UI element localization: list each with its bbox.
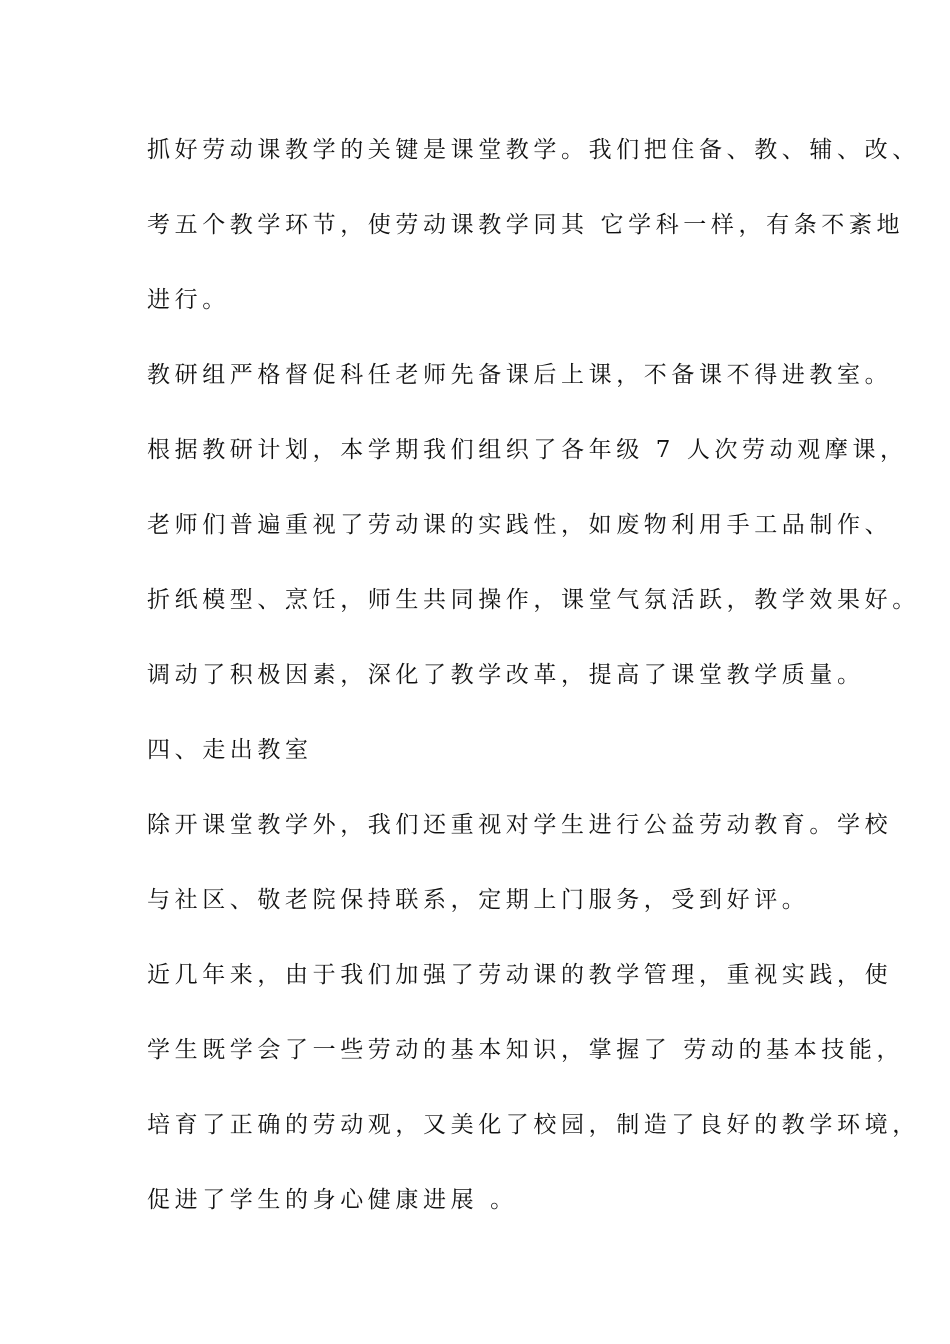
text-line-8: 调动了积极因素，深化了教学改革，提高了课堂教学质量。 xyxy=(147,662,865,688)
text-line-10: 除开课堂教学外，我们还重视对学生进行公益劳动教育。学校 xyxy=(147,812,893,838)
text-line-2: 考五个教学环节，使劳动课教学同其 它学科一样，有条不紊地 xyxy=(147,212,905,238)
text-line-5: 根据教研计划，本学期我们组织了各年级 7 人次劳动观摩课， xyxy=(147,437,908,463)
text-line-12: 近几年来，由于我们加强了劳动课的教学管理，重视实践，使 xyxy=(147,962,893,988)
section-heading: 四、走出教室 xyxy=(147,737,313,763)
text-line-3: 进行。 xyxy=(147,287,230,313)
text-line-4: 教研组严格督促科任老师先备课后上课，不备课不得进教室。 xyxy=(147,362,893,388)
text-line-14: 培育了正确的劳动观，又美化了校园，制造了良好的教学环境， xyxy=(147,1112,920,1138)
text-line-13: 学生既学会了一些劳动的基本知识，掌握了 劳动的基本技能， xyxy=(147,1037,905,1063)
text-line-6: 老师们普遍重视了劳动课的实践性，如废物利用手工品制作、 xyxy=(147,512,893,538)
text-line-15: 促进了学生的身心健康进展 。 xyxy=(147,1187,518,1213)
text-line-11: 与社区、敬老院保持联系，定期上门服务，受到好评。 xyxy=(147,887,810,913)
text-line-1: 抓好劳动课教学的关键是课堂教学。我们把住备、教、辅、改、 xyxy=(147,137,920,163)
text-line-7: 折纸模型、烹饪，师生共同操作，课堂气氛活跃，教学效果好。 xyxy=(147,587,920,613)
